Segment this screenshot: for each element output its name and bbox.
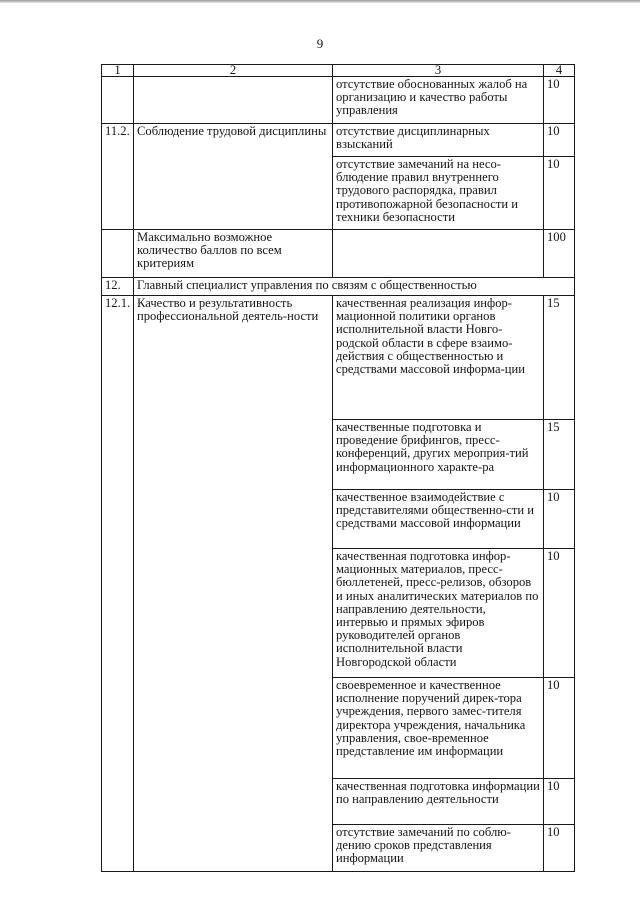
indicator-cell	[333, 230, 544, 278]
points-cell: 10	[544, 678, 575, 779]
table-row	[102, 230, 575, 278]
table-row	[102, 124, 575, 157]
points-cell: 15	[544, 296, 575, 420]
criterion-cell: Качество и результативность профессиональной деятель-ности	[134, 296, 333, 872]
criteria-table	[101, 64, 575, 872]
row-number: 11.2.	[102, 124, 134, 230]
column-header: 1	[102, 65, 134, 77]
indicator-cell: качественная реализация инфор-мационной политики органов исполнительной власти Новго-родской области в сфере взаимо-действия с общественностью и средствами массовой информа-ции	[333, 296, 544, 420]
points-cell: 10	[544, 124, 575, 157]
indicator-cell: отсутствие замечаний по соблю-дению сроков представления информации	[333, 825, 544, 872]
points-cell: 10	[544, 77, 575, 124]
page-number: 9	[316, 36, 324, 51]
column-header: 3	[333, 65, 544, 77]
table-row	[102, 77, 575, 124]
row-number	[102, 77, 134, 124]
column-header: 2	[134, 65, 333, 77]
indicator-cell: качественное взаимодействие с представителями общественно-сти и средствами массовой информации	[333, 490, 544, 549]
indicator-cell: отсутствие замечаний на несо-блюдение правил внутреннего трудового распорядка, правил противопожарной безопасности и техники безопасности	[333, 157, 544, 230]
table-row	[102, 296, 575, 420]
indicator-cell: качественная подготовка инфор-мационных материалов, пресс-бюллетеней, пресс-релизов, обзоров и иных аналитических материалов по направлению деятельности, интервью и прямых эфиров руководителей органов исполнительной власти Новгородской области	[333, 549, 544, 678]
points-cell: 10	[544, 779, 575, 825]
row-number	[102, 230, 134, 278]
points-cell: 10	[544, 825, 575, 872]
criterion-cell	[134, 77, 333, 124]
section-title: Главный специалист управления по связям с общественностью	[134, 278, 575, 296]
row-number: 12.	[102, 278, 134, 296]
criterion-cell: Максимально возможное количество баллов по всем критериям	[134, 230, 333, 278]
indicator-cell: отсутствие обоснованных жалоб на организацию и качество работы управления	[333, 77, 544, 124]
indicator-cell: своевременное и качественное исполнение поручений дирек-тора учреждения, первого замес-тителя директора учреждения, начальника управления, свое-временное представление им информации	[333, 678, 544, 779]
points-cell: 10	[544, 549, 575, 678]
row-number: 12.1.	[102, 296, 134, 872]
points-cell: 10	[544, 157, 575, 230]
points-cell: 100	[544, 230, 575, 278]
section-row	[102, 278, 575, 296]
column-header: 4	[544, 65, 575, 77]
indicator-cell: отсутствие дисциплинарных взысканий	[333, 124, 544, 157]
points-cell: 15	[544, 420, 575, 490]
points-cell: 10	[544, 490, 575, 549]
indicator-cell: качественные подготовка и проведение брифингов, пресс-конференций, других мероприя-тий информационного характе-ра	[333, 420, 544, 490]
criterion-cell: Соблюдение трудовой дисциплины	[134, 124, 333, 230]
indicator-cell: качественная подготовка информации по направлению деятельности	[333, 779, 544, 825]
table-header-row	[102, 65, 575, 77]
scan-top-edge	[0, 0, 640, 3]
